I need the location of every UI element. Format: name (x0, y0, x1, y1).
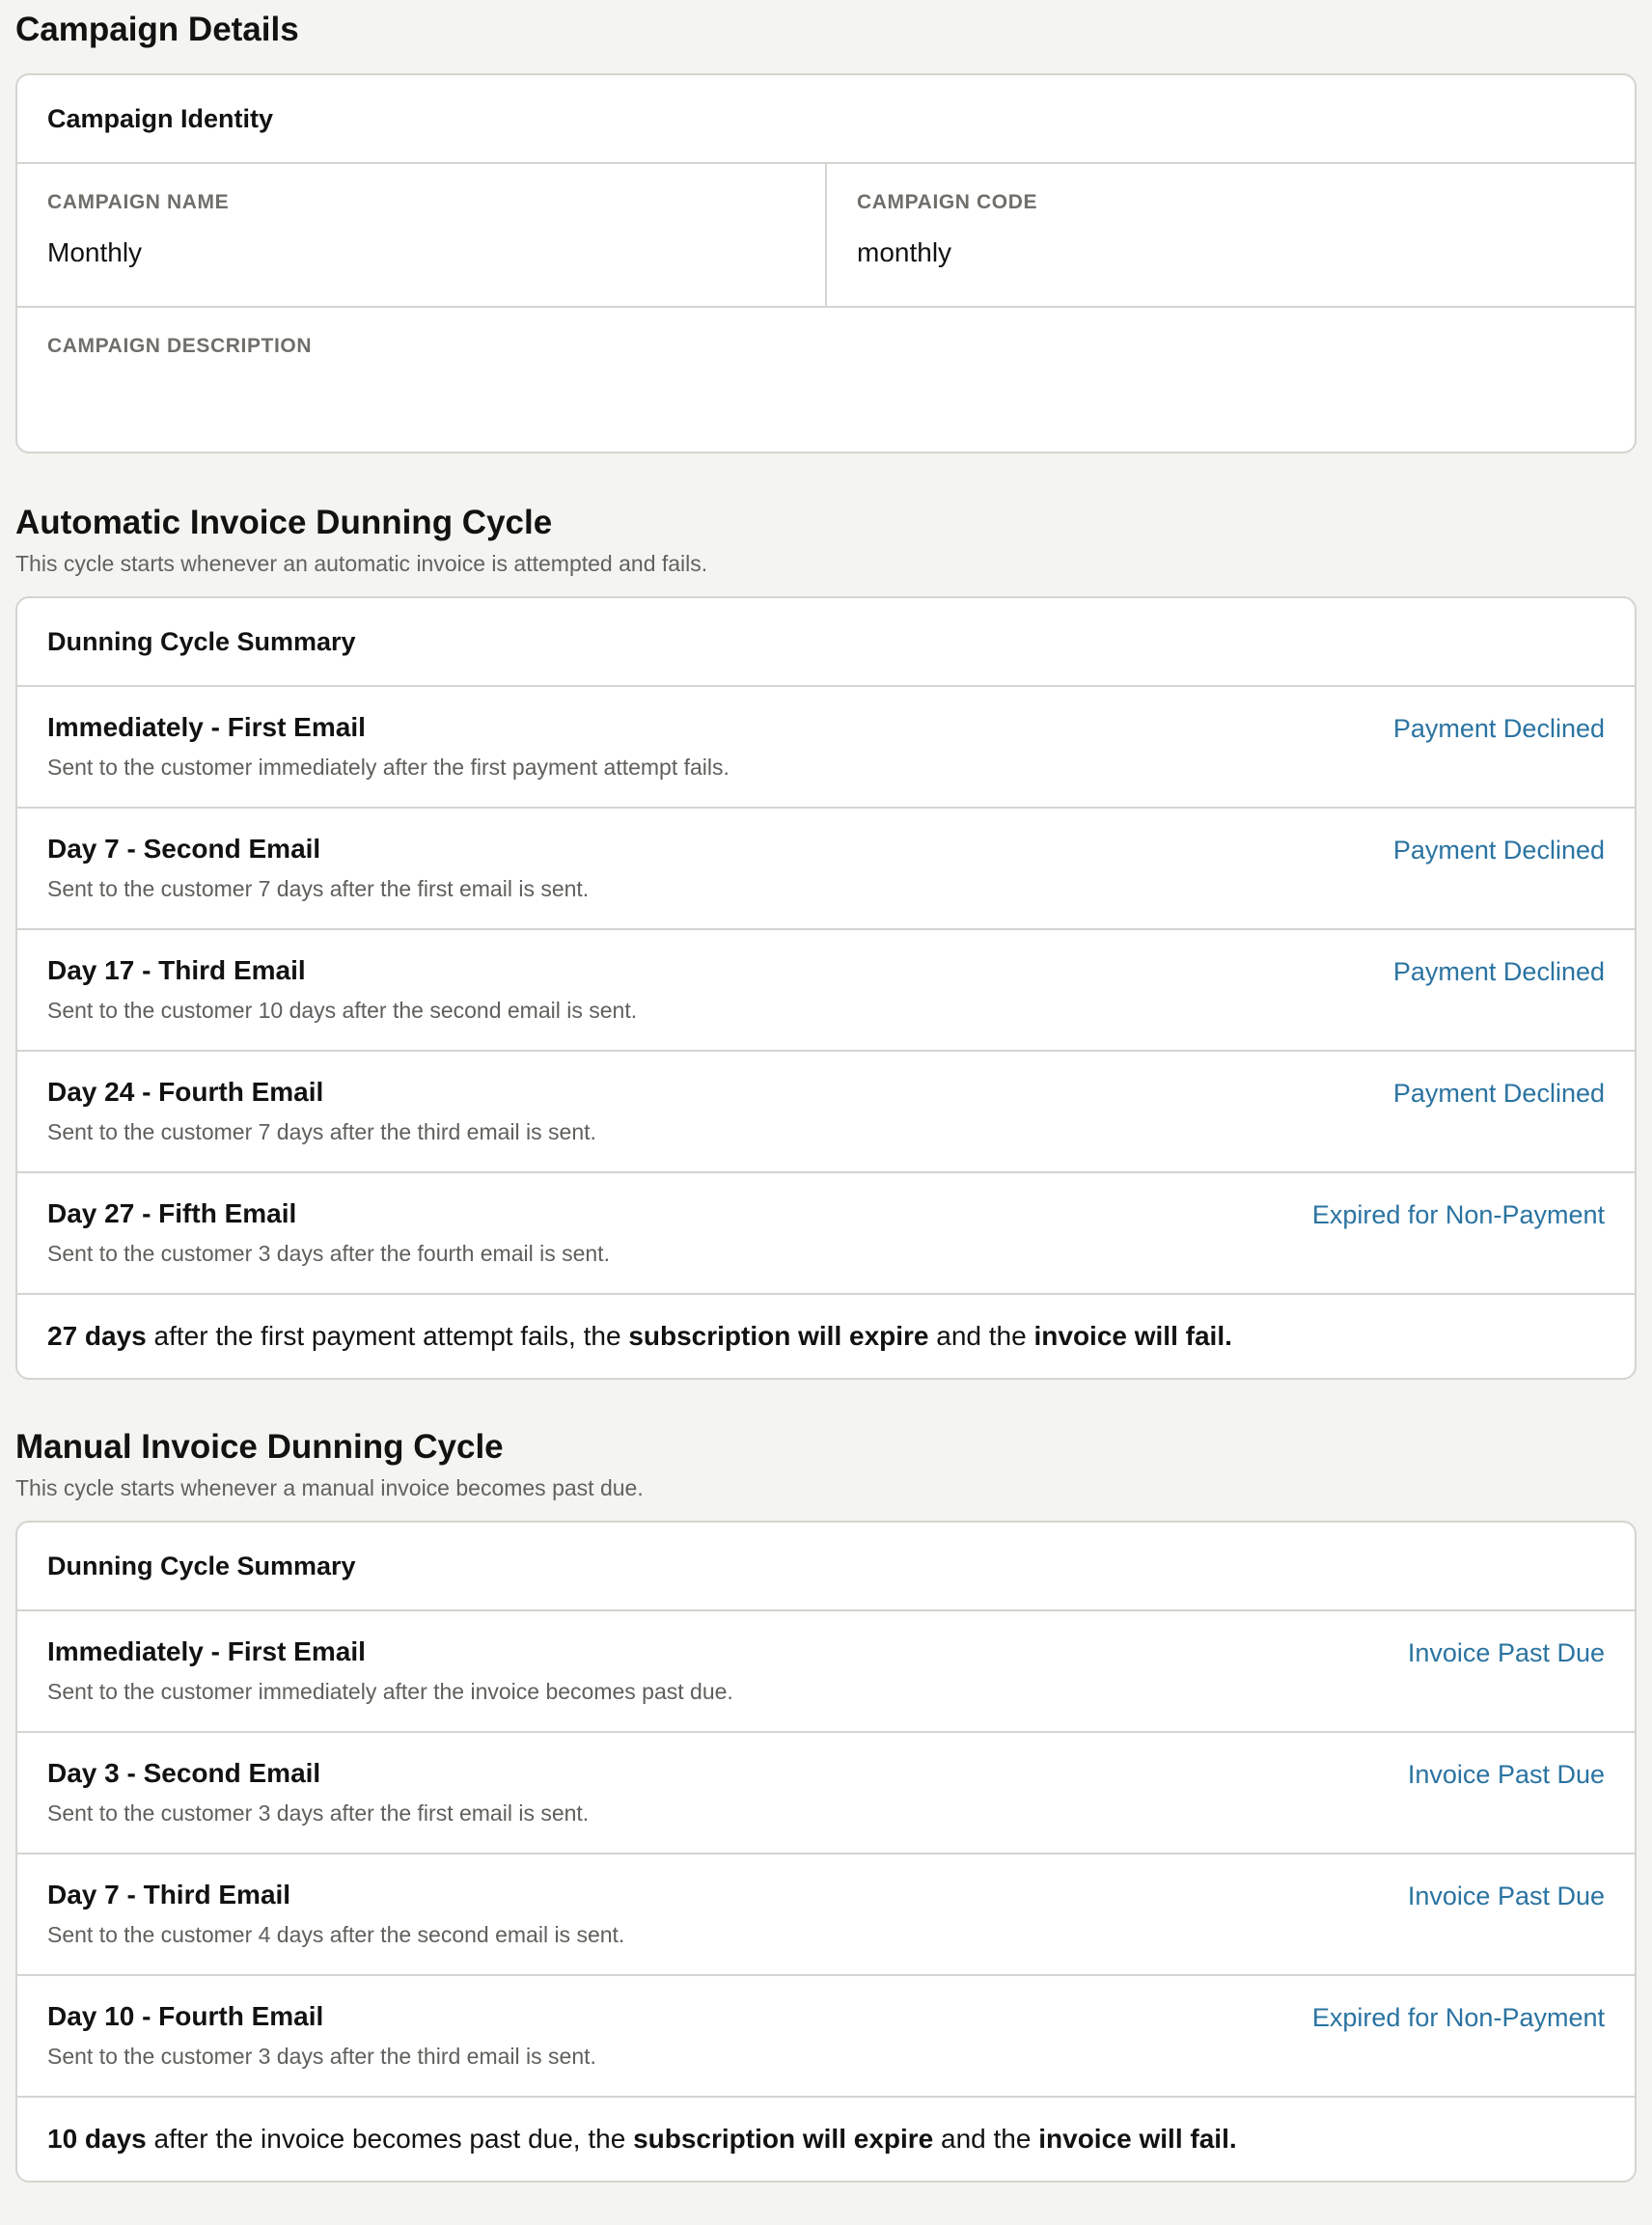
step-description: Sent to the customer 3 days after the fourth email is sent. (47, 1241, 610, 1266)
campaign-code-value: monthly (857, 237, 952, 267)
step-title: Day 24 - Fourth Email (47, 1077, 324, 1107)
step-title: Day 17 - Third Email (47, 955, 306, 985)
email-template-link[interactable]: Payment Declined (1392, 714, 1605, 743)
email-template-link[interactable]: Payment Declined (1392, 1079, 1605, 1108)
step-title: Day 7 - Second Email (47, 834, 321, 864)
email-template-link[interactable]: Expired for Non-Payment (1311, 2003, 1605, 2032)
manual-cycle-title: Manual Invoice Dunning Cycle (15, 1428, 504, 1466)
summary-text: after the first payment attempt fails, the (146, 1321, 629, 1351)
email-template-link[interactable]: Invoice Past Due (1407, 1882, 1605, 1910)
campaign-name-label: CAMPAIGN NAME (47, 191, 230, 213)
campaign-identity-card (15, 73, 1637, 453)
step-text (47, 712, 730, 781)
step-text (47, 1636, 733, 1705)
step-text (47, 834, 589, 902)
email-template-link[interactable]: Invoice Past Due (1407, 1638, 1605, 1667)
campaign-name-value: Monthly (47, 237, 143, 267)
campaign-description-label: CAMPAIGN DESCRIPTION (47, 335, 313, 357)
step-text (47, 1880, 624, 1948)
step-title: Immediately - First Email (47, 1636, 366, 1666)
campaign-description-cell (17, 308, 1635, 452)
step-text (47, 1077, 596, 1145)
automatic-step-row (17, 1052, 1635, 1173)
step-text (47, 1198, 610, 1267)
manual-cycle-description: This cycle starts whenever a manual invoice becomes past due. (15, 1475, 644, 1500)
step-description: Sent to the customer 3 days after the first email is sent. (47, 1800, 590, 1826)
automatic-step-row (17, 809, 1635, 930)
automatic-step-row (17, 687, 1635, 809)
step-text (47, 955, 637, 1024)
step-title: Day 7 - Third Email (47, 1880, 291, 1909)
step-description: Sent to the customer immediately after the first payment attempt fails. (47, 755, 730, 780)
automatic-cycle-title: Automatic Invoice Dunning Cycle (15, 504, 553, 541)
automatic-cycle-card-header: Dunning Cycle Summary (17, 598, 1635, 687)
summary-subscription-expire: subscription will expire (628, 1321, 929, 1351)
step-description: Sent to the customer immediately after the invoice becomes past due. (47, 1679, 733, 1704)
automatic-step-row (17, 930, 1635, 1052)
automatic-cycle-description: This cycle starts whenever an automatic invoice is attempted and fails. (15, 551, 708, 576)
step-title: Day 27 - Fifth Email (47, 1198, 297, 1228)
step-description: Sent to the customer 10 days after the second email is sent. (47, 998, 638, 1023)
automatic-step-row (17, 1173, 1635, 1295)
step-title: Immediately - First Email (47, 712, 366, 742)
step-description: Sent to the customer 7 days after the third email is sent. (47, 1119, 596, 1144)
automatic-cycle-card (15, 596, 1637, 1380)
campaign-name-cell (17, 164, 825, 306)
manual-cycle-card-header: Dunning Cycle Summary (17, 1523, 1635, 1611)
step-description: Sent to the customer 4 days after the second email is sent. (47, 1922, 625, 1947)
email-template-link[interactable]: Payment Declined (1392, 836, 1605, 865)
step-text (47, 1758, 589, 1827)
step-text (47, 2001, 596, 2070)
campaign-details-title: Campaign Details (15, 11, 299, 48)
step-description: Sent to the customer 3 days after the third email is sent. (47, 2044, 596, 2069)
campaign-identity-header: Campaign Identity (17, 75, 1635, 164)
summary-invoice-fail: invoice will fail. (1038, 2124, 1237, 2154)
manual-step-row (17, 1976, 1635, 2098)
campaign-code-cell (825, 164, 1635, 306)
summary-subscription-expire: subscription will expire (633, 2124, 934, 2154)
summary-days: 27 days (47, 1321, 147, 1351)
email-template-link[interactable]: Payment Declined (1392, 957, 1605, 986)
email-template-link[interactable]: Expired for Non-Payment (1311, 1200, 1605, 1229)
manual-step-row (17, 1733, 1635, 1854)
manual-step-row (17, 1611, 1635, 1733)
summary-days: 10 days (47, 2124, 147, 2154)
step-description: Sent to the customer 7 days after the first email is sent. (47, 876, 590, 901)
summary-text: and the (933, 2124, 1039, 2154)
manual-cycle-summary (17, 2098, 1635, 2181)
manual-cycle-card (15, 1521, 1637, 2183)
manual-step-row (17, 1854, 1635, 1976)
automatic-cycle-summary (17, 1295, 1635, 1378)
email-template-link[interactable]: Invoice Past Due (1407, 1760, 1605, 1789)
campaign-code-label: CAMPAIGN CODE (857, 191, 1038, 213)
step-title: Day 10 - Fourth Email (47, 2001, 324, 2031)
campaign-identity-row (17, 164, 1635, 308)
summary-text: after the invoice becomes past due, the (146, 2124, 634, 2154)
summary-invoice-fail: invoice will fail. (1033, 1321, 1232, 1351)
summary-text: and the (928, 1321, 1034, 1351)
step-title: Day 3 - Second Email (47, 1758, 321, 1788)
